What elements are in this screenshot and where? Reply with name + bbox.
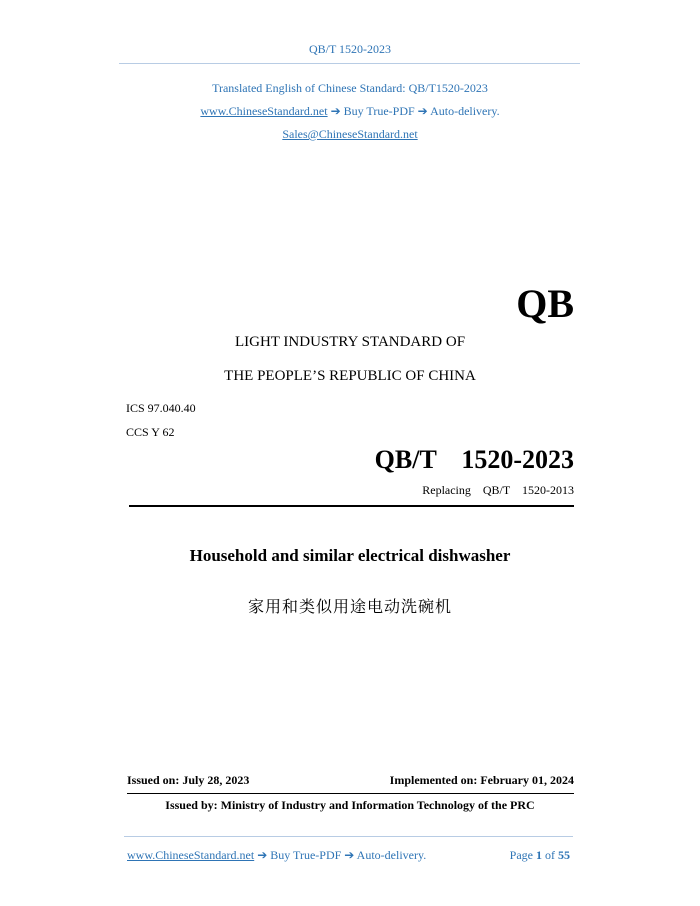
qb-mark: QB — [516, 281, 574, 326]
page-indicator — [510, 848, 570, 863]
page-total: 55 — [558, 848, 570, 862]
document-title-chinese: 家用和类似用途电动洗碗机 — [247, 597, 452, 616]
header-divider — [119, 63, 580, 64]
issued-by: Issued by: Ministry of Industry and Information Technology of the PRC — [165, 798, 535, 812]
implemented-on-date: Implemented on: February 01, 2024 — [389, 773, 574, 787]
document-title-english: Household and similar electrical dishwasher — [189, 546, 511, 565]
footer-divider — [124, 836, 573, 837]
buy-line — [0, 104, 700, 119]
ccs-code: CCS Y 62 — [126, 425, 175, 439]
translated-notice: Translated English of Chinese Standard: QB/T1520-2023 — [212, 81, 488, 95]
sales-line — [0, 127, 700, 142]
standard-heading-line2: THE PEOPLE’S REPUBLIC OF CHINA — [224, 368, 476, 384]
page-label: Page — [509, 848, 533, 862]
header-standard-code: QB/T 1520-2023 — [308, 42, 392, 56]
buy-line-text: ➔ Buy True-PDF ➔ Auto-delivery. — [327, 104, 500, 118]
standard-number: QB/T 1520-2023 — [374, 445, 574, 474]
issued-on-date: Issued on: July 28, 2023 — [127, 773, 250, 787]
footer-buy-text: ➔ Buy True-PDF ➔ Auto-delivery. — [254, 848, 427, 862]
sales-email-link[interactable]: Sales@ChineseStandard.net — [282, 127, 418, 141]
title-divider — [129, 505, 574, 507]
page-number: 1 — [536, 848, 542, 862]
site-link[interactable]: www.ChineseStandard.net — [200, 104, 328, 118]
issued-divider — [127, 793, 574, 794]
footer-site-link[interactable]: www.ChineseStandard.net — [127, 848, 255, 862]
footer-buy-line — [127, 848, 426, 863]
standard-heading-line1: LIGHT INDUSTRY STANDARD OF — [234, 334, 466, 350]
replacing-note: Replacing QB/T 1520-2013 — [422, 483, 574, 497]
of-label: of — [545, 848, 555, 862]
ics-code: ICS 97.040.40 — [126, 401, 196, 415]
